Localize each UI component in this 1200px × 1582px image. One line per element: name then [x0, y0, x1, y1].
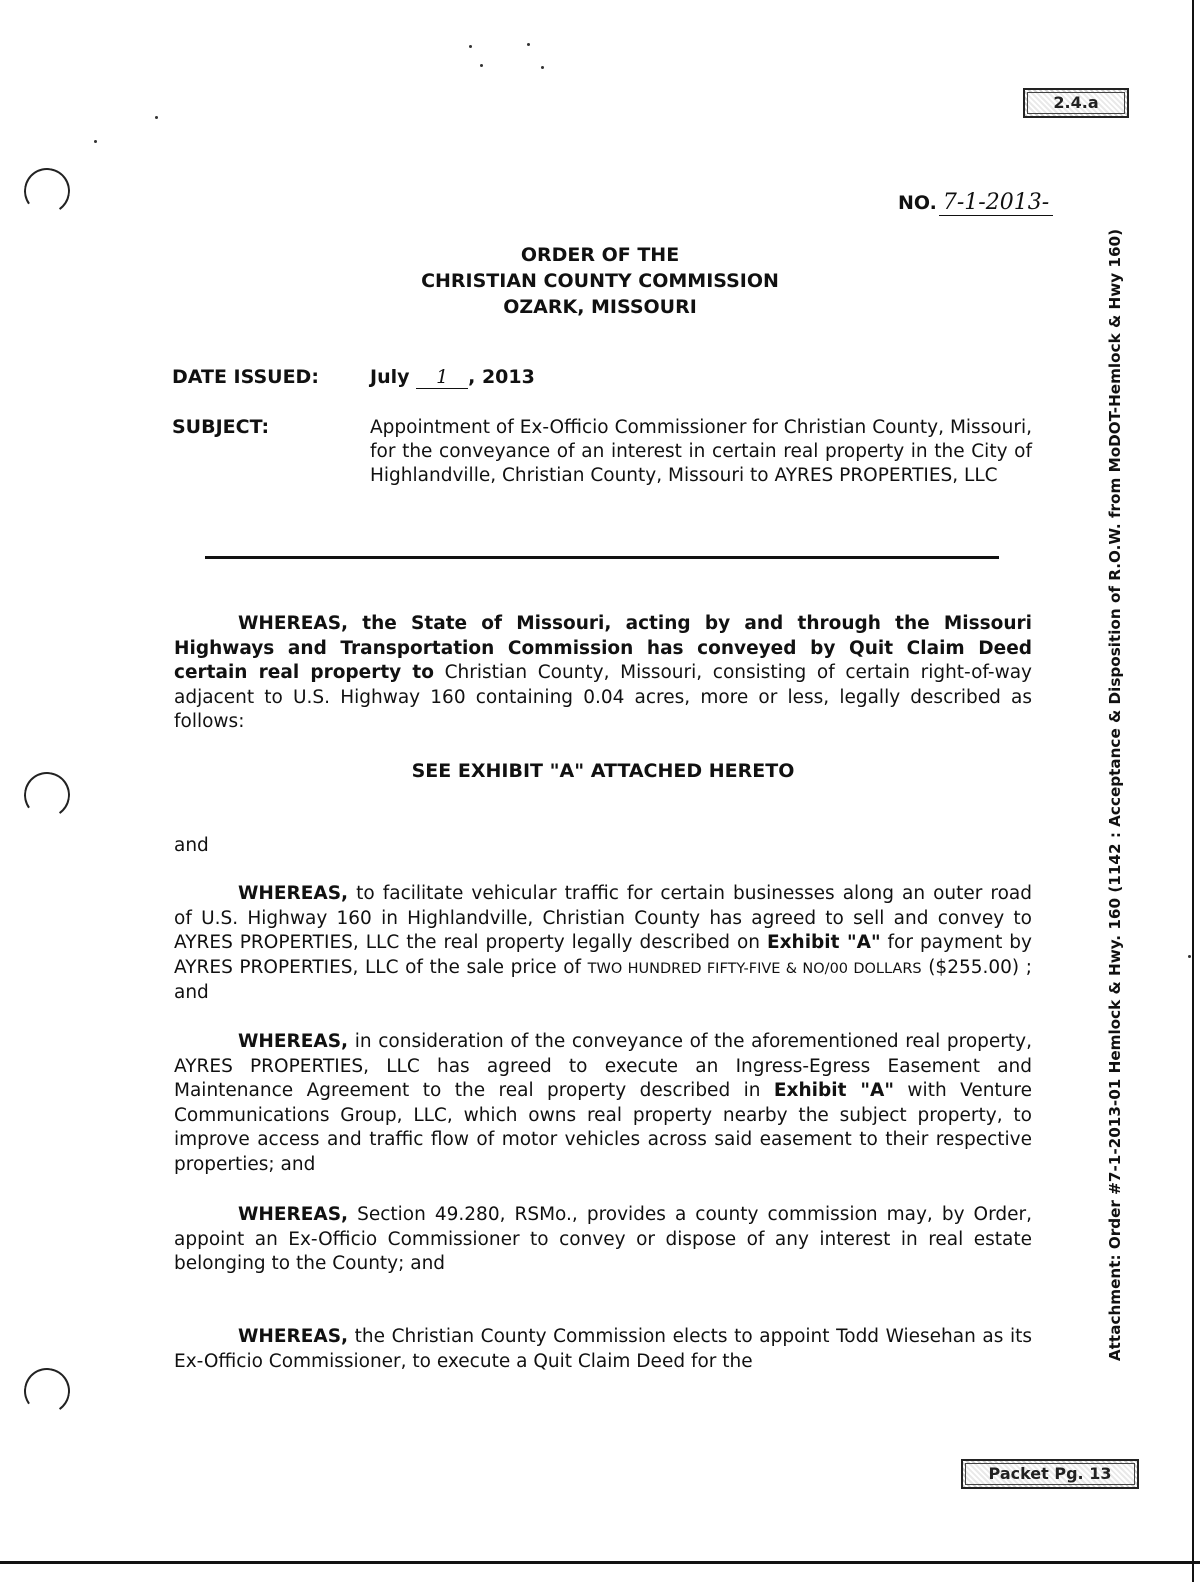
subject-text: Appointment of Ex-Officio Commissioner for Christian County, Missouri, for the conveyance of an interest in certain real property in the City of Highlandville, Christian County, Missouri to AYRES PROPERTIES, LLC: [370, 417, 1032, 486]
page-bottom-border: [0, 1561, 1200, 1564]
paragraph-text: ($255.00) ; and: [174, 956, 1032, 1003]
whereas-paragraph-1: [174, 612, 1032, 735]
whereas-lead: WHEREAS,: [238, 883, 349, 904]
scan-speck: [1188, 955, 1191, 958]
date-year: , 2013: [468, 366, 535, 388]
order-number-value: 7-1-2013-: [939, 190, 1053, 216]
exhibit-a-ref: Exhibit "A": [766, 932, 881, 953]
whereas-paragraph-2: [174, 882, 1032, 1006]
scan-speck: [155, 116, 158, 119]
date-issued-label: DATE ISSUED:: [172, 366, 319, 388]
paragraph-text: to facilitate vehicular traffic for certain businesses along an outer road of U.S. Highway 160 in Highlandville, Christian County has agreed to sell and convey to AYRES PROPERTIES, LLC the real property legally described on: [174, 883, 1032, 953]
date-day-handwritten: 1: [416, 366, 468, 389]
punch-hole: [20, 1364, 73, 1417]
heading-line: OZARK, MISSOURI: [503, 296, 697, 318]
whereas-lead: WHEREAS,: [238, 1031, 349, 1052]
date-month: July: [370, 366, 410, 388]
punch-hole: [20, 164, 73, 217]
paragraph-text: the Christian County Commission elects to appoint Todd Wiesehan as its Ex-Officio Commissioner, to execute a Quit Claim Deed for the: [174, 1326, 1032, 1372]
whereas-paragraph-4: [174, 1203, 1032, 1277]
whereas-lead: WHEREAS,: [238, 1204, 349, 1225]
whereas-bold-text: WHEREAS, the State of Missouri, acting by and through the Missouri Highways and Transportation Commission has conveyed by Quit Claim Deed certain real property to: [174, 613, 1032, 683]
paragraph-text: Section 49.280, RSMo., provides a county commission may, by Order, appoint an Ex-Officio Commissioner to convey or dispose of any interest in real estate belonging to the County; and: [174, 1204, 1032, 1274]
scan-speck: [527, 43, 530, 46]
order-number-label: NO.: [898, 192, 937, 214]
page-right-border: [1192, 0, 1194, 1582]
paragraph-text: with Venture Communications Group, LLC, which owns real property nearby the subject property, to improve access and traffic flow of motor vehicles across said easement to their respective properties; and: [174, 1080, 1032, 1175]
attachment-caption: Attachment: Order #7-1-2013-01 Hemlock & Hwy. 160 (1142 : Acceptance & Disposition of R.O.W. from MoDOT-Hemlock & Hwy 160): [1106, 228, 1124, 1362]
whereas-lead: WHEREAS,: [238, 1326, 349, 1347]
whereas-paragraph-5: [174, 1325, 1032, 1374]
paragraph-text: Christian County, Missouri, consisting of certain right-of-way adjacent to U.S. Highway 160 containing 0.04 acres, more or less, legally described as follows:: [174, 662, 1032, 732]
exhibit-a-ref: Exhibit "A": [773, 1080, 894, 1101]
punch-hole: [20, 768, 73, 821]
subject-label: SUBJECT:: [172, 416, 270, 438]
date-issued-value: [370, 366, 535, 389]
price-in-words: TWO HUNDRED FIFTY-FIVE & NO/00 DOLLARS: [587, 960, 922, 977]
exhibit-reference: SEE EXHIBIT "A" ATTACHED HERETO: [411, 760, 795, 782]
heading-line: CHRISTIAN COUNTY COMMISSION: [421, 270, 779, 292]
agenda-item-stamp: 2.4.a: [1023, 88, 1129, 118]
scan-speck: [480, 64, 483, 67]
section-divider: [205, 556, 999, 559]
document-heading: [300, 242, 900, 320]
paragraph-text: for payment by AYRES PROPERTIES, LLC of the sale price of: [174, 932, 1032, 978]
whereas-paragraph-3: [174, 1030, 1032, 1177]
and-connector: and: [174, 835, 209, 856]
attachment-sidebar: [1095, 210, 1135, 1380]
heading-line: ORDER OF THE: [520, 244, 680, 266]
packet-page-stamp: Packet Pg. 13: [961, 1459, 1139, 1489]
scan-speck: [94, 140, 97, 143]
order-number: [898, 190, 1053, 216]
scan-speck: [469, 45, 472, 48]
scan-speck: [541, 66, 544, 69]
paragraph-text: in consideration of the conveyance of the aforementioned real property, AYRES PROPERTIES, LLC has agreed to execute an Ingress-Egress Easement and Maintenance Agreement to the real property described in: [174, 1031, 1032, 1101]
